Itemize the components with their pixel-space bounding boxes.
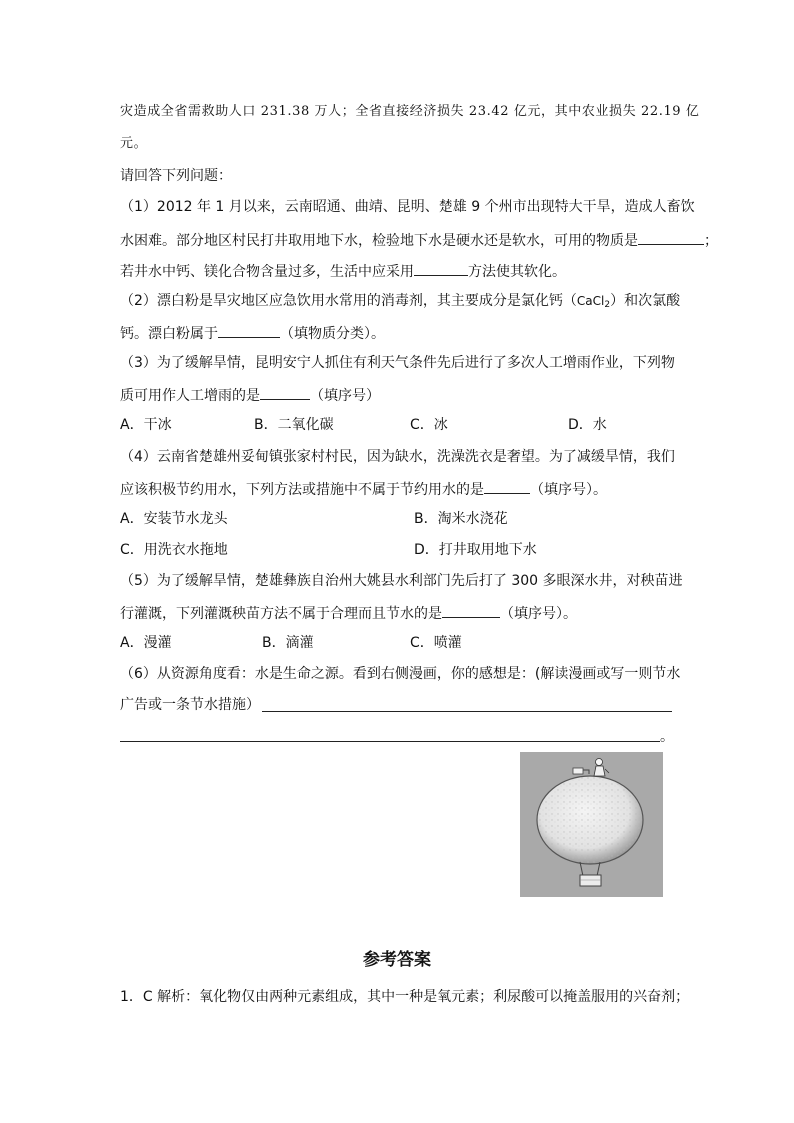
q6-answer-line-1[interactable] xyxy=(262,711,672,712)
prompt-text: 请回答下列问题： xyxy=(120,168,232,184)
q5-blank[interactable] xyxy=(442,602,500,618)
q1-line-2-text: 水困难。部分地区村民打井取用地下水，检验地下水是硬水还是软水，可用的物质是 xyxy=(120,233,638,249)
q6-answer-line-2[interactable] xyxy=(120,741,660,742)
q4-line-2 xyxy=(120,478,607,500)
q6-line-1: （6）从资源角度看：水是生命之源。看到右侧漫画，你的感想是：(解读漫画或写一则节水 xyxy=(120,666,681,682)
intro-line-2: 元。 xyxy=(120,136,148,151)
q1-line-1: （1）2012 年 1 月以来，云南昭通、曲靖、昆明、楚雄 9 个州市出现特大干旱，造成人畜饮 xyxy=(120,199,695,215)
q4-option-b: B．淘米水浇花 xyxy=(414,511,508,527)
q6-line-3-end: 。 xyxy=(660,729,674,745)
q2-blank[interactable] xyxy=(218,322,280,338)
q4-line-2-text: 应该积极节约用水，下列方法或措施中不属于节约用水的是 xyxy=(120,482,484,498)
q3-blank[interactable] xyxy=(260,384,310,400)
balloon-drawing xyxy=(520,752,663,897)
q4-option-a: A．安装节水龙头 xyxy=(120,511,228,527)
q1-line-2 xyxy=(120,229,718,251)
q2-line-1 xyxy=(120,291,680,315)
q4-line-1: （4）云南省楚雄州妥甸镇张家村村民，因为缺水，洗澡洗衣是奢望。为了减缓旱情，我们 xyxy=(120,449,675,465)
q5-line-2 xyxy=(120,602,577,624)
intro-line-1: 灾造成全省需救助人口 231.38 万人；全省直接经济损失 23.42 亿元，其中农业损失 22.19 亿 xyxy=(120,104,700,119)
q5-line-1: （5）为了缓解旱情，楚雄彝族自治州大姚县水利部门先后打了 300 多眼深水井，对秧苗进 xyxy=(120,573,683,589)
q3-option-b: B．二氧化碳 xyxy=(254,417,334,433)
q2-line-2-text: 钙。漂白粉属于 xyxy=(120,326,218,342)
q2-formula: CaCl$_2$ xyxy=(576,294,611,310)
q4-option-c: C．用洗衣水拖地 xyxy=(120,542,228,558)
cartoon-balloon-image xyxy=(520,752,663,897)
answers-title: 参考答案 xyxy=(363,950,431,970)
q4-blank[interactable] xyxy=(484,478,530,494)
q1-line-3-text: 若井水中钙、镁化合物含量过多，生活中应采用 xyxy=(120,264,414,280)
q5-line-2-end: （填序号）。 xyxy=(500,606,577,622)
q3-option-c: C．冰 xyxy=(410,417,448,433)
q5-option-a: A．漫灌 xyxy=(120,635,172,651)
q2-line-1-pre: （2）漂白粉是旱灾地区应急饮用水常用的消毒剂，其主要成分是氯化钙（ xyxy=(120,293,577,309)
q3-option-d: D．水 xyxy=(568,417,607,433)
q1-line-3 xyxy=(120,260,566,282)
q2-line-2 xyxy=(120,322,385,344)
q5-option-c: C．喷灌 xyxy=(410,635,462,651)
q2-line-2-end: （填物质分类）。 xyxy=(280,326,385,342)
q1-line-2-end: ； xyxy=(704,233,718,249)
q4-line-2-end: （填序号）。 xyxy=(530,482,607,498)
q1-blank-2[interactable] xyxy=(414,260,468,276)
q1-blank-1[interactable] xyxy=(638,229,704,245)
q2-line-1-post: ）和次氯酸 xyxy=(610,293,681,309)
q5-option-b: B．滴灌 xyxy=(262,635,314,651)
q3-line-1: （3）为了缓解旱情，昆明安宁人抓住有利天气条件先后进行了多次人工增雨作业，下列物 xyxy=(120,355,675,371)
q6-line-2: 广告或一条节水措施） xyxy=(120,697,260,713)
q1-line-3-end: 方法使其软化。 xyxy=(468,264,566,280)
q5-line-2-text: 行灌溉，下列灌溉秧苗方法不属于合理而且节水的是 xyxy=(120,606,442,622)
q3-option-a: A．干冰 xyxy=(120,417,172,433)
q3-line-2-end: （填序号） xyxy=(310,388,380,404)
q4-option-d: D．打井取用地下水 xyxy=(414,542,537,558)
q3-line-2-text: 质可用作人工增雨的是 xyxy=(120,388,260,404)
q3-line-2 xyxy=(120,384,380,406)
answer-line-1: 1．C 解析：氧化物仅由两种元素组成，其中一种是氧元素；利尿酸可以掩盖服用的兴奋剂； xyxy=(120,989,690,1005)
